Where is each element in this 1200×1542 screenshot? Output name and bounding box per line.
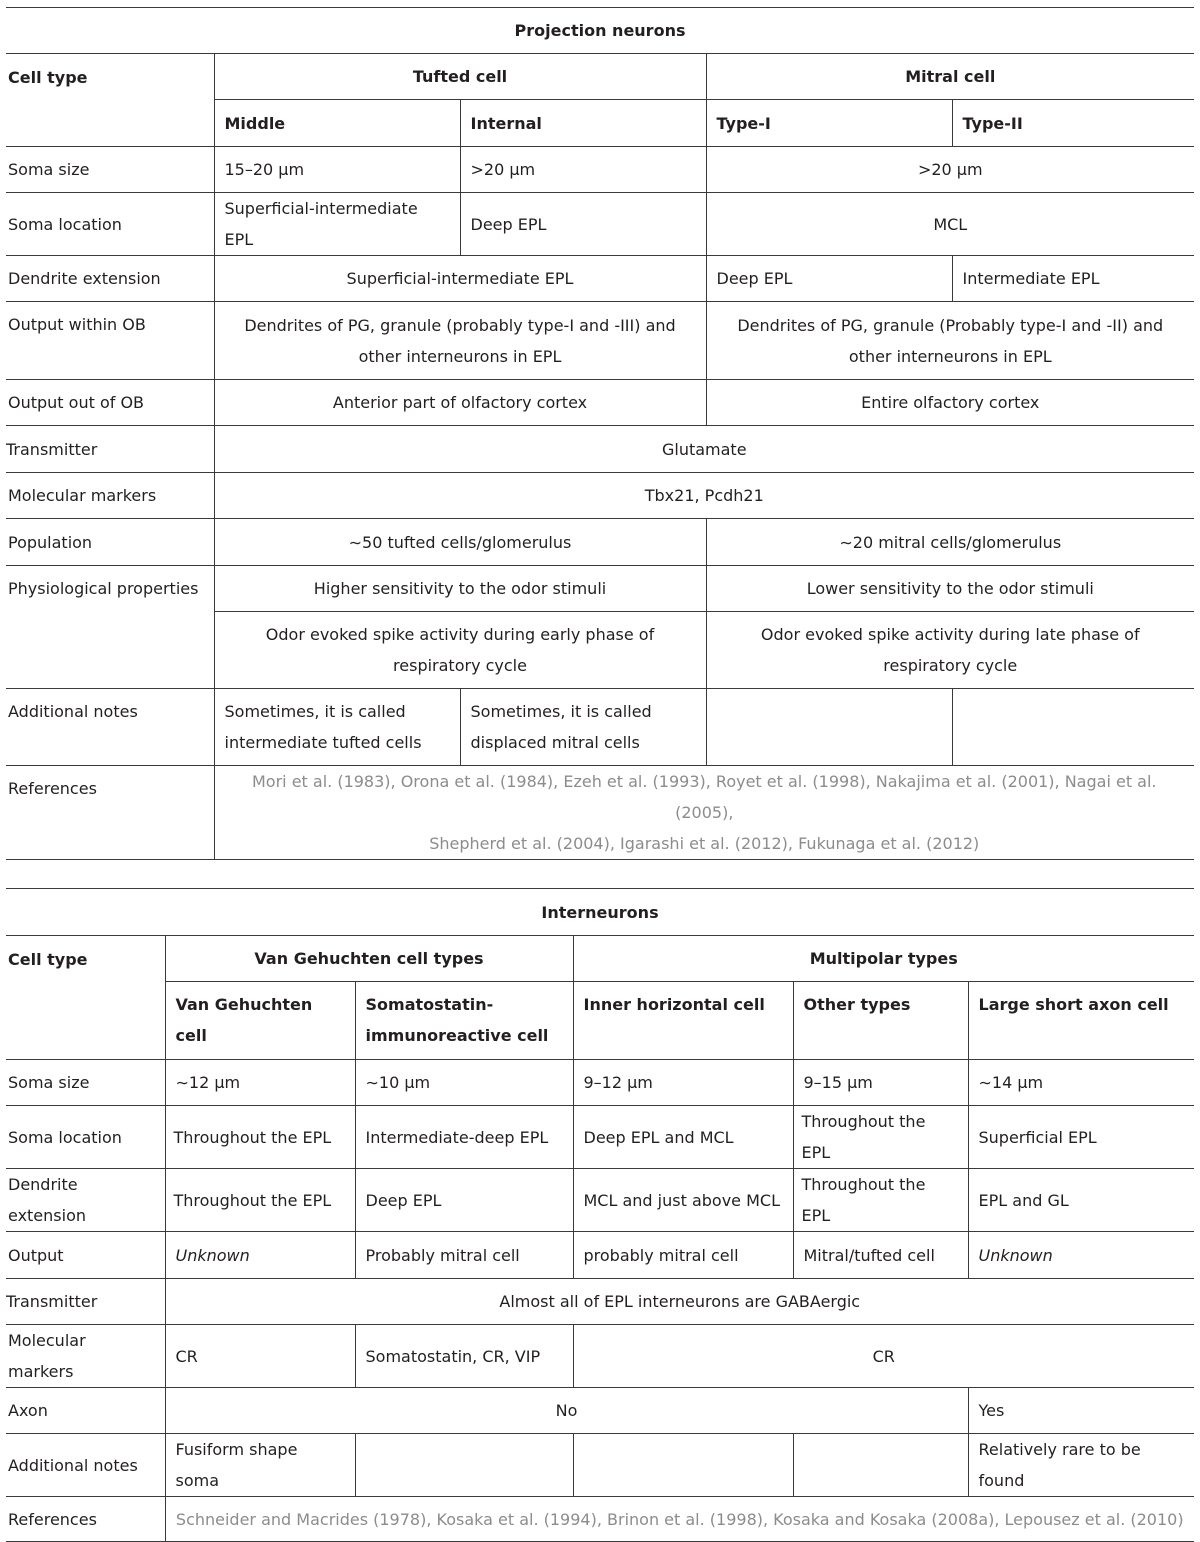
subtype-header: Type-I bbox=[706, 100, 952, 147]
table-row bbox=[6, 982, 1194, 1060]
cell-type-header: Cell type bbox=[6, 936, 165, 1060]
table-cell: Deep EPL bbox=[706, 256, 952, 302]
subtype-header: Large short axon cell bbox=[968, 982, 1194, 1060]
section-title: Interneurons bbox=[6, 889, 1194, 936]
table-row bbox=[6, 1106, 1194, 1169]
table-cell: Intermediate-deep EPL bbox=[355, 1106, 573, 1169]
table-cell: ∼14 μm bbox=[968, 1060, 1194, 1106]
table-row bbox=[6, 519, 1194, 566]
table-cell: ∼50 tufted cells/glomerulus bbox=[214, 519, 706, 566]
table-cell: Deep EPL and MCL bbox=[573, 1106, 793, 1169]
row-label: Dendrite extension bbox=[6, 256, 214, 302]
table-row bbox=[6, 256, 1194, 302]
cell-line: displaced mitral cells bbox=[470, 733, 640, 752]
table-cell: Fusiform shape soma bbox=[165, 1434, 355, 1497]
interneurons-table bbox=[6, 888, 1194, 1542]
row-label: References bbox=[6, 1497, 165, 1542]
table-cell bbox=[793, 1434, 968, 1497]
cell-line: Sometimes, it is called bbox=[224, 702, 406, 721]
cell-line: immunoreactive cell bbox=[365, 1026, 549, 1045]
row-label: Population bbox=[6, 519, 214, 566]
group-header-van-gehuchten: Van Gehuchten cell types bbox=[165, 936, 573, 982]
row-label: Soma size bbox=[6, 147, 214, 193]
cell-line: other interneurons in EPL bbox=[848, 346, 1052, 366]
table-cell bbox=[214, 302, 706, 380]
cell-line: Dendrites of PG, granule (probably type-I and -III) and bbox=[244, 315, 676, 335]
table-row bbox=[6, 8, 1194, 54]
table-cell bbox=[706, 302, 1194, 380]
cell-line: respiratory cycle bbox=[393, 656, 527, 675]
table-cell: 15–20 μm bbox=[214, 147, 460, 193]
row-label: Soma location bbox=[6, 193, 214, 256]
table-row bbox=[6, 473, 1194, 519]
table-cell bbox=[460, 689, 706, 766]
table-cell: Somatostatin, CR, VIP bbox=[355, 1325, 573, 1388]
table-cell: Almost all of EPL interneurons are GABAergic bbox=[165, 1279, 1194, 1325]
table-cell: Relatively rare to be found bbox=[968, 1434, 1194, 1497]
row-label: Molecular markers bbox=[6, 1325, 165, 1388]
table-cell: Throughout the EPL bbox=[793, 1106, 968, 1169]
cell-type-header: Cell type bbox=[6, 54, 214, 147]
row-label: References bbox=[6, 766, 214, 860]
section-title: Projection neurons bbox=[6, 8, 1194, 54]
table-cell bbox=[355, 1434, 573, 1497]
table-cell: Throughout the EPL bbox=[793, 1169, 968, 1232]
subtype-header bbox=[355, 982, 573, 1060]
table-cell: Anterior part of olfactory cortex bbox=[214, 380, 706, 426]
table-row bbox=[6, 936, 1194, 982]
subtype-header: Inner horizontal cell bbox=[573, 982, 793, 1060]
table-cell: Tbx21, Pcdh21 bbox=[214, 473, 1194, 519]
table-row bbox=[6, 766, 1194, 860]
references-cell: Schneider and Macrides (1978), Kosaka et al. (1994), Brinon et al. (1998), Kosaka and Kosaka (2008a), Lepousez et al. (2010) bbox=[165, 1497, 1194, 1542]
table-cell: 9–15 μm bbox=[793, 1060, 968, 1106]
table-cell: Superficial-intermediate EPL bbox=[214, 256, 706, 302]
table-cell bbox=[214, 689, 460, 766]
table-cell bbox=[214, 612, 706, 689]
table-cell: 9–12 μm bbox=[573, 1060, 793, 1106]
table-row bbox=[6, 54, 1194, 100]
table-cell: Superficial-intermediate EPL bbox=[214, 193, 460, 256]
subtype-header: Middle bbox=[214, 100, 460, 147]
table-row bbox=[6, 566, 1194, 612]
row-label: Dendrite extension bbox=[6, 1169, 165, 1232]
table-row bbox=[6, 193, 1194, 256]
subtype-header: Internal bbox=[460, 100, 706, 147]
cell-line: Sometimes, it is called bbox=[470, 702, 652, 721]
table-cell: >20 μm bbox=[460, 147, 706, 193]
table-row bbox=[6, 1169, 1194, 1232]
table-row bbox=[6, 426, 1194, 473]
table-cell: Entire olfactory cortex bbox=[706, 380, 1194, 426]
group-header-multipolar: Multipolar types bbox=[573, 936, 1194, 982]
table-cell: ∼12 μm bbox=[165, 1060, 355, 1106]
group-header-tufted: Tufted cell bbox=[214, 54, 706, 100]
table-cell: Unknown bbox=[165, 1232, 355, 1279]
table-cell: probably mitral cell bbox=[573, 1232, 793, 1279]
table-row bbox=[6, 1434, 1194, 1497]
table-row bbox=[6, 889, 1194, 936]
table-cell bbox=[706, 689, 952, 766]
row-label: Molecular markers bbox=[6, 473, 214, 519]
table-cell bbox=[573, 1434, 793, 1497]
cell-line: Odor evoked spike activity during late phase of bbox=[760, 625, 1140, 644]
table-cell: Mitral/tufted cell bbox=[793, 1232, 968, 1279]
subtype-header: Type-II bbox=[952, 100, 1194, 147]
row-label: Transmitter bbox=[6, 1279, 165, 1325]
table-cell: Higher sensitivity to the odor stimuli bbox=[214, 566, 706, 612]
table-cell: Superficial EPL bbox=[968, 1106, 1194, 1169]
table-row bbox=[6, 1060, 1194, 1106]
table-cell bbox=[706, 612, 1194, 689]
table-cell: EPL and GL bbox=[968, 1169, 1194, 1232]
table-row bbox=[6, 1232, 1194, 1279]
table-cell: Lower sensitivity to the odor stimuli bbox=[706, 566, 1194, 612]
table-row bbox=[6, 1325, 1194, 1388]
row-label: Soma location bbox=[6, 1106, 165, 1169]
row-label: Axon bbox=[6, 1388, 165, 1434]
table-cell: CR bbox=[573, 1325, 1194, 1388]
cell-line: other interneurons in EPL bbox=[358, 346, 562, 366]
cell-line: Odor evoked spike activity during early phase of bbox=[265, 625, 655, 644]
table-cell: Probably mitral cell bbox=[355, 1232, 573, 1279]
row-label: Output within OB bbox=[6, 302, 214, 380]
row-label: Additional notes bbox=[6, 689, 214, 766]
table-cell: Throughout the EPL bbox=[165, 1106, 355, 1169]
cell-line: Shepherd et al. (2004), Igarashi et al. (2012), Fukunaga et al. (2012) bbox=[429, 834, 980, 853]
table-row bbox=[6, 1279, 1194, 1325]
row-label: Additional notes bbox=[6, 1434, 165, 1497]
projection-neurons-table bbox=[6, 7, 1194, 860]
references-cell bbox=[214, 766, 1194, 860]
table-cell: >20 μm bbox=[706, 147, 1194, 193]
row-label: Output out of OB bbox=[6, 380, 214, 426]
group-header-mitral: Mitral cell bbox=[706, 54, 1194, 100]
row-label: Transmitter bbox=[6, 426, 214, 473]
table-row bbox=[6, 302, 1194, 380]
table-cell: Glutamate bbox=[214, 426, 1194, 473]
table-cell bbox=[952, 689, 1194, 766]
table-cell: Unknown bbox=[968, 1232, 1194, 1279]
table-cell: MCL and just above MCL bbox=[573, 1169, 793, 1232]
cell-line: Somatostatin- bbox=[365, 995, 494, 1014]
table-cell: Throughout the EPL bbox=[165, 1169, 355, 1232]
table-row bbox=[6, 689, 1194, 766]
table-cell: Yes bbox=[968, 1388, 1194, 1434]
table-cell: ∼10 μm bbox=[355, 1060, 573, 1106]
table-cell: MCL bbox=[706, 193, 1194, 256]
table-cell: CR bbox=[165, 1325, 355, 1388]
table-cell: Deep EPL bbox=[355, 1169, 573, 1232]
table-row bbox=[6, 147, 1194, 193]
table-cell: ∼20 mitral cells/glomerulus bbox=[706, 519, 1194, 566]
row-label: Output bbox=[6, 1232, 165, 1279]
table-row bbox=[6, 1497, 1194, 1542]
subtype-header: Other types bbox=[793, 982, 968, 1060]
table-cell: Intermediate EPL bbox=[952, 256, 1194, 302]
row-label: Physiological properties bbox=[6, 566, 214, 689]
cell-line: intermediate tufted cells bbox=[224, 733, 422, 752]
table-row bbox=[6, 1388, 1194, 1434]
cell-line: respiratory cycle bbox=[883, 656, 1018, 675]
cell-line: Mori et al. (1983), Orona et al. (1984), Ezeh et al. (1993), Royet et al. (1998), Nakajima et al. (2001), Nagai et al. (2005), bbox=[252, 772, 1157, 822]
cell-line: Dendrites of PG, granule (Probably type-I and -II) and bbox=[737, 315, 1164, 335]
row-label: Soma size bbox=[6, 1060, 165, 1106]
table-cell: No bbox=[165, 1388, 968, 1434]
table-cell: Deep EPL bbox=[460, 193, 706, 256]
table-row bbox=[6, 380, 1194, 426]
subtype-header: Van Gehuchten cell bbox=[165, 982, 355, 1060]
